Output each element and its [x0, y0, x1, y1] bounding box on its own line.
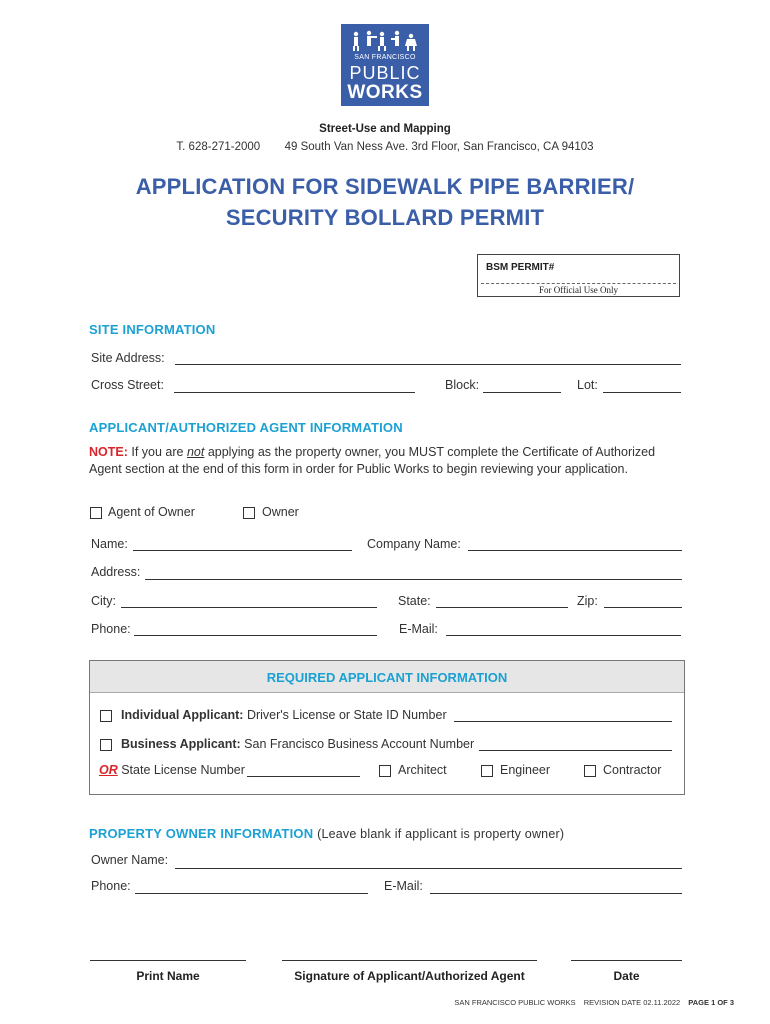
note-label: NOTE: [89, 445, 128, 459]
business-applicant-text: San Francisco Business Account Number [240, 737, 475, 751]
official-use-label: For Official Use Only [538, 285, 619, 295]
individual-applicant-bold: Individual Applicant: [121, 708, 244, 722]
zip-label: Zip: [577, 594, 598, 608]
individual-applicant-label [121, 708, 447, 722]
owner-phone-label: Phone: [91, 879, 131, 893]
owner-checkbox[interactable] [243, 507, 255, 519]
business-applicant-label [121, 737, 474, 751]
contractor-checkbox[interactable] [584, 765, 596, 777]
logo-text-city: SAN FRANCISCO [354, 54, 416, 61]
state-license-text: State License Number [117, 763, 245, 777]
note-text-not: not [186, 445, 205, 459]
individual-applicant-text: Driver's License or State ID Number [243, 708, 447, 722]
cross-street-label: Cross Street: [91, 378, 164, 392]
cross-street-field[interactable] [174, 392, 415, 393]
permit-number-label: BSM PERMIT# [486, 262, 555, 273]
applicant-phone-field[interactable] [134, 635, 377, 636]
required-info-heading: REQUIRED APPLICANT INFORMATION [266, 670, 508, 685]
contact-address: 49 South Van Ness Ave. 3rd Floor, San Francisco, CA 94103 [284, 141, 594, 153]
agent-of-owner-checkbox[interactable] [90, 507, 102, 519]
applicant-address-field[interactable] [145, 579, 682, 580]
lot-label: Lot: [577, 378, 598, 392]
owner-phone-field[interactable] [135, 893, 368, 894]
site-address-label: Site Address: [91, 351, 165, 365]
state-license-field[interactable] [247, 776, 360, 777]
applicant-email-label: E-Mail: [399, 622, 438, 636]
drivers-license-field[interactable] [454, 721, 672, 722]
signature-caption: Signature of Applicant/Authorized Agent [294, 969, 525, 983]
applicant-phone-label: Phone: [91, 622, 131, 636]
owner-name-label: Owner Name: [91, 853, 169, 867]
footer-org: SAN FRANCISCO PUBLIC WORKS [454, 998, 576, 1007]
owner-email-label: E-Mail: [384, 879, 423, 893]
business-account-field[interactable] [479, 750, 672, 751]
applicant-email-field[interactable] [446, 635, 681, 636]
permit-number-divider [481, 283, 676, 284]
print-name-caption: Print Name [136, 969, 200, 983]
contractor-label: Contractor [603, 763, 662, 777]
owner-name-field[interactable] [175, 868, 682, 869]
block-label: Block: [445, 378, 480, 392]
authorized-agent-note [89, 444, 679, 478]
property-owner-heading [89, 826, 564, 841]
note-text-pre: If you are [127, 445, 187, 459]
footer-revision: REVISION DATE 02.11.2022 [583, 998, 681, 1007]
applicant-address-label: Address: [91, 565, 141, 579]
individual-applicant-checkbox[interactable] [100, 710, 112, 722]
contact-phone: T. 628-271-2000 [176, 141, 261, 153]
footer-page: PAGE 1 OF 3 [688, 998, 734, 1007]
block-field[interactable] [483, 392, 561, 393]
public-works-logo [341, 24, 429, 106]
department-name: Street-Use and Mapping [319, 123, 451, 135]
lot-field[interactable] [603, 392, 681, 393]
applicant-info-heading: APPLICANT/AUTHORIZED AGENT INFORMATION [89, 420, 403, 435]
state-license-label [99, 763, 245, 777]
required-info-header [90, 661, 684, 693]
site-info-heading: SITE INFORMATION [89, 322, 216, 337]
state-field[interactable] [436, 607, 568, 608]
page-footer [454, 998, 734, 1007]
note-text-post: applying as the property owner, you MUST complete the Certificate of Authorized Agent section at the end of this form in order for Public Works to begin reviewing your application. [89, 445, 656, 476]
property-owner-note: (Leave blank if applicant is property owner) [317, 827, 565, 841]
date-line[interactable] [571, 960, 682, 961]
city-field[interactable] [121, 607, 377, 608]
form-title-line2: SECURITY BOLLARD PERMIT [225, 205, 545, 230]
site-address-field[interactable] [175, 364, 681, 365]
owner-label: Owner [262, 505, 299, 519]
contact-line [0, 141, 770, 153]
logo-text-public: PUBLIC [349, 63, 421, 83]
workers-silhouette-icon [347, 30, 423, 52]
signature-line[interactable] [282, 960, 537, 961]
business-applicant-bold: Business Applicant: [121, 737, 241, 751]
engineer-checkbox[interactable] [481, 765, 493, 777]
city-label: City: [91, 594, 116, 608]
property-owner-heading-text: PROPERTY OWNER INFORMATION [89, 826, 314, 841]
date-caption: Date [613, 969, 640, 983]
company-name-label: Company Name: [367, 537, 461, 551]
engineer-label: Engineer [500, 763, 551, 777]
architect-label: Architect [398, 763, 447, 777]
permit-number-box [477, 254, 680, 297]
print-name-line[interactable] [90, 960, 246, 961]
state-label: State: [398, 594, 431, 608]
company-name-field[interactable] [468, 550, 682, 551]
business-applicant-checkbox[interactable] [100, 739, 112, 751]
or-label: OR [99, 763, 118, 777]
zip-field[interactable] [604, 607, 682, 608]
architect-checkbox[interactable] [379, 765, 391, 777]
applicant-name-field[interactable] [133, 550, 352, 551]
agent-of-owner-label: Agent of Owner [108, 505, 195, 519]
logo-text-works: WORKS [347, 82, 423, 103]
applicant-name-label: Name: [91, 537, 128, 551]
form-title-line1: APPLICATION FOR SIDEWALK PIPE BARRIER/ [135, 174, 635, 199]
owner-email-field[interactable] [430, 893, 682, 894]
